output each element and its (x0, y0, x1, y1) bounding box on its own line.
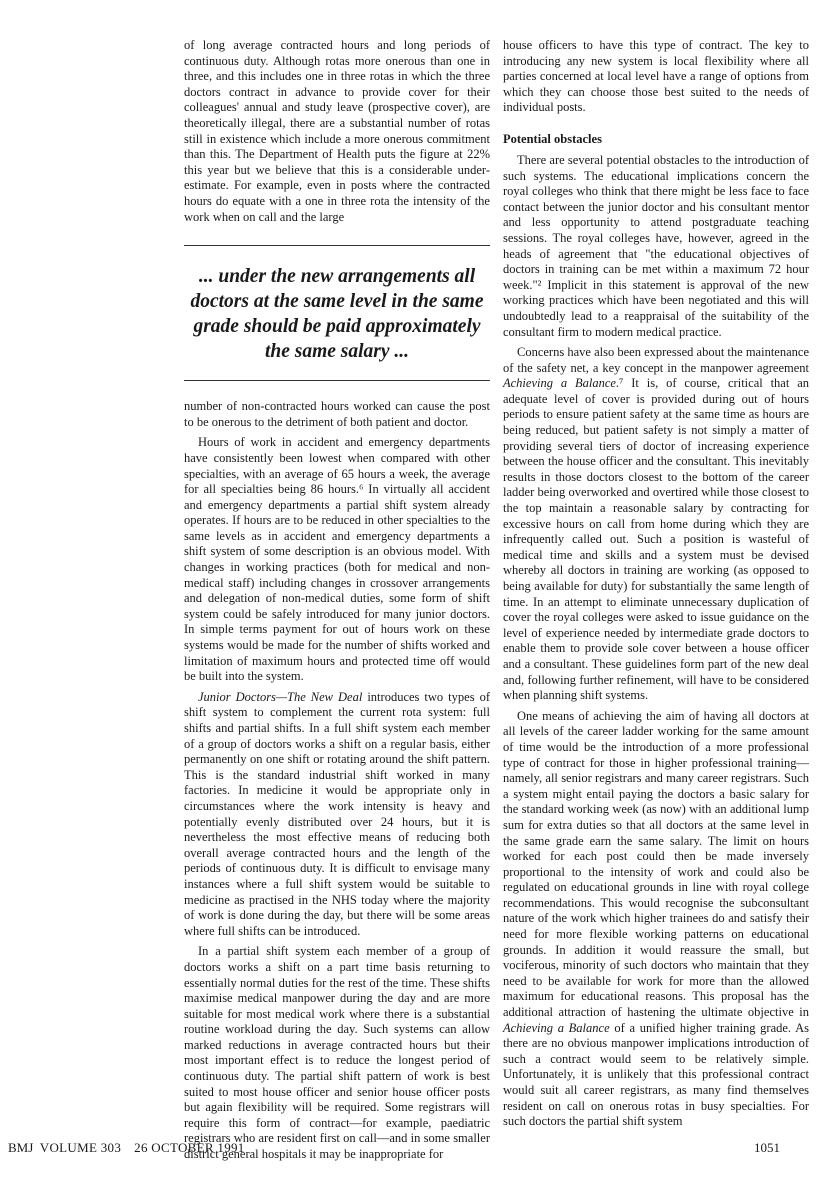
paragraph: number of non-contracted hours worked can cause the post to be onerous to the detriment of both patient and doctor. (184, 399, 490, 429)
pull-quote: ... under the new arrangements all doctors at the same level in the same grade should be paid approximately the same salary ... (184, 245, 490, 381)
paragraph: In a partial shift system each member of a group of doctors works a shift on a part time basis returning to essentially normal duties for the rest of the time. These shifts maximise medical manpower during the day and are more suitable for most medical work where there is a substantial routine workload during the day. Such systems can allow marked reductions in average contracted hours but their most important effect is to reduce the longest period of continuous duty. The partial shift pattern of work is best suited to most house officer and senior house officer posts but again flexibility will be required. Some registrars will require this form of contract—for example, paediatric registrars who are resident first on call—and in some smaller district general hospitals it may be inappropriate for (184, 944, 490, 1162)
paragraph: of long average contracted hours and long periods of continuous duty. Although rotas more onerous than one in three, and this includes one in three rotas in which the three doctors contract in advance to provide cover for their colleagues' annual and study leave (prospective cover), are theoretically illegal, there are a substantial number of rotas still in existence which include a more onerous commitment than this. The Department of Health puts the figure at 22% this year but we believe that this is a considerable under-estimate. For example, even in posts where the contracted hours do equate with a one in three rota the intensity of the work when on call and the large (184, 38, 490, 224)
paragraph: Hours of work in accident and emergency departments have consistently been lowest when compared with other specialties, with an average of 65 hours a week, the average for all specialties being 86 hours.⁶ In virtually all accident and emergency departments a partial shift system already operates. If hours are to be reduced in other specialties to the same levels as in accident and emergency departments a shift system of some description is an obvious model. With changes in working practices (both for medical and non-medical staff) including changes in crossover arrangements and delegation of non-medical duties, some form of shift system could be safely introduced for many junior doctors. In simple terms payment for out of hours work on these systems would be made for the number of shifts worked and limitation of maximum hours and protected time off would be built into the system. (184, 435, 490, 684)
page-footer-journal (8, 1140, 245, 1156)
section-heading: Potential obstacles (503, 131, 602, 146)
document-title-reference: Junior Doctors—The New Deal (198, 689, 363, 704)
page-number: 1051 (754, 1140, 780, 1155)
left-column (184, 38, 490, 1163)
paragraph: Junior Doctors—The New Deal introduces two types of shift system to complement the current rota system: full shifts and partial shifts. In a full shift system each member of a group of doctors works a shift on a regular basis, either permanently on one shift or rotating around the shift pattern. This is the standard industrial shift worked in many factories. In medicine it would be appropriate only in circumstances where the work intensity is heavy and potentially evenly distributed over 24 hours, but it is nevertheless the most effective means of reducing both overall average contracted hours and the length of the periods of continuous duty. It is difficult to envisage many instances where a full shift system would be suitable to medicine as practised in the NHS today where the majority of work is done during the day, but there will be some areas where full shifts can be introduced. (184, 689, 490, 938)
right-column (503, 38, 809, 1130)
journal-name: BMJ (8, 1140, 34, 1155)
issue-date: 26 OCTOBER 1991 (134, 1140, 245, 1155)
paragraph: house officers to have this type of contract. The key to introducing any new system is local flexibility where all parties concerned at local level have a range of options from which they can choose those best suited to the needs of individual posts. (503, 38, 809, 115)
paragraph: One means of achieving the aim of having all doctors at all levels of the career ladder working for the same amount of time would be the introduction of a more professional type of contract for those in higher professional training—namely, all senior registrars and many career registrars. Such a system might entail paying the doctors a basic salary for the standard working week (as now) with an additional lump sum for extra duties so that all doctors at the same level in the same grade earn the same salary. The limit on hours worked for each post could then be made inversely proportional to the intensity of work and could also be regulated on educational grounds in line with royal college recommendations. This would recognise the subconsultant nature of the work which higher trainees do and satisfy their need for more flexible working patterns on educational grounds. In addition it would reassure the small, but vociferous, minority of such doctors who maintain that they need to be available for work for more than the allowed maximum for educational reasons. This proposal has the additional attraction of hastening the ultimate objective in Achieving a Balance of a unified higher training grade. As there are no obvious manpower implications introduction of such a contract would seem to be relatively simple. Unfortunately, it is unlikely that this professional contract would suit all career registrars, as many find themselves resident on call on onerous rotas in busy specialties. For such doctors the partial shift system (503, 708, 809, 1129)
document-title-reference: Achieving a Balance (503, 376, 616, 391)
paragraph: Concerns have also been expressed about the maintenance of the safety net, a key concept in the manpower agreement Achieving a Balance.⁷ It is, of course, critical that an adequate level of cover is provided during out of hours periods to ensure patient safety at the same time as hours are being reduced, but patient safety is not simply a matter of providing several tiers of doctor of increasing experience between the house officer and the consultant. This inevitably results in those doctors closest to the bottom of the career ladder being overworked and overtired while those closest to the top maintain a reasonable salary by contracting for excessive hours on call from home during which they are infrequently called out. Such a position is wasteful of medical time and skills and a system must be devised whereby all doctors in training are working (as opposed to being available for duty) for substantially the same length of time. In an attempt to eliminate unnecessary duplication of cover the royal colleges were asked to issue guidance on the level of experience needed by intermediate grade doctors to enable them to provide sole cover between a house officer and a consultant. These guidelines form part of the new deal and, following further refinement, will have to be considered when planning shift systems. (503, 345, 809, 703)
document-title-reference: Achieving a Balance (503, 1020, 610, 1035)
journal-volume: VOLUME 303 (39, 1140, 122, 1155)
paragraph: There are several potential obstacles to the introduction of such systems. The educational implications concern the royal colleges who think that there might be less face to face contact between the junior doctor and his consultant mentor and less opportunity to attend postgraduate teaching sessions. The royal colleges have, however, agreed in the heads of agreement that "the educational objectives of doctors in training can be met within a maximum 72 hour week."² Implicit in this statement is approval of the new working practices which have been negotiated and this will undoubtedly lead to a reappraisal of the suitability of the consultant firm to modern medical practice. (503, 152, 809, 339)
